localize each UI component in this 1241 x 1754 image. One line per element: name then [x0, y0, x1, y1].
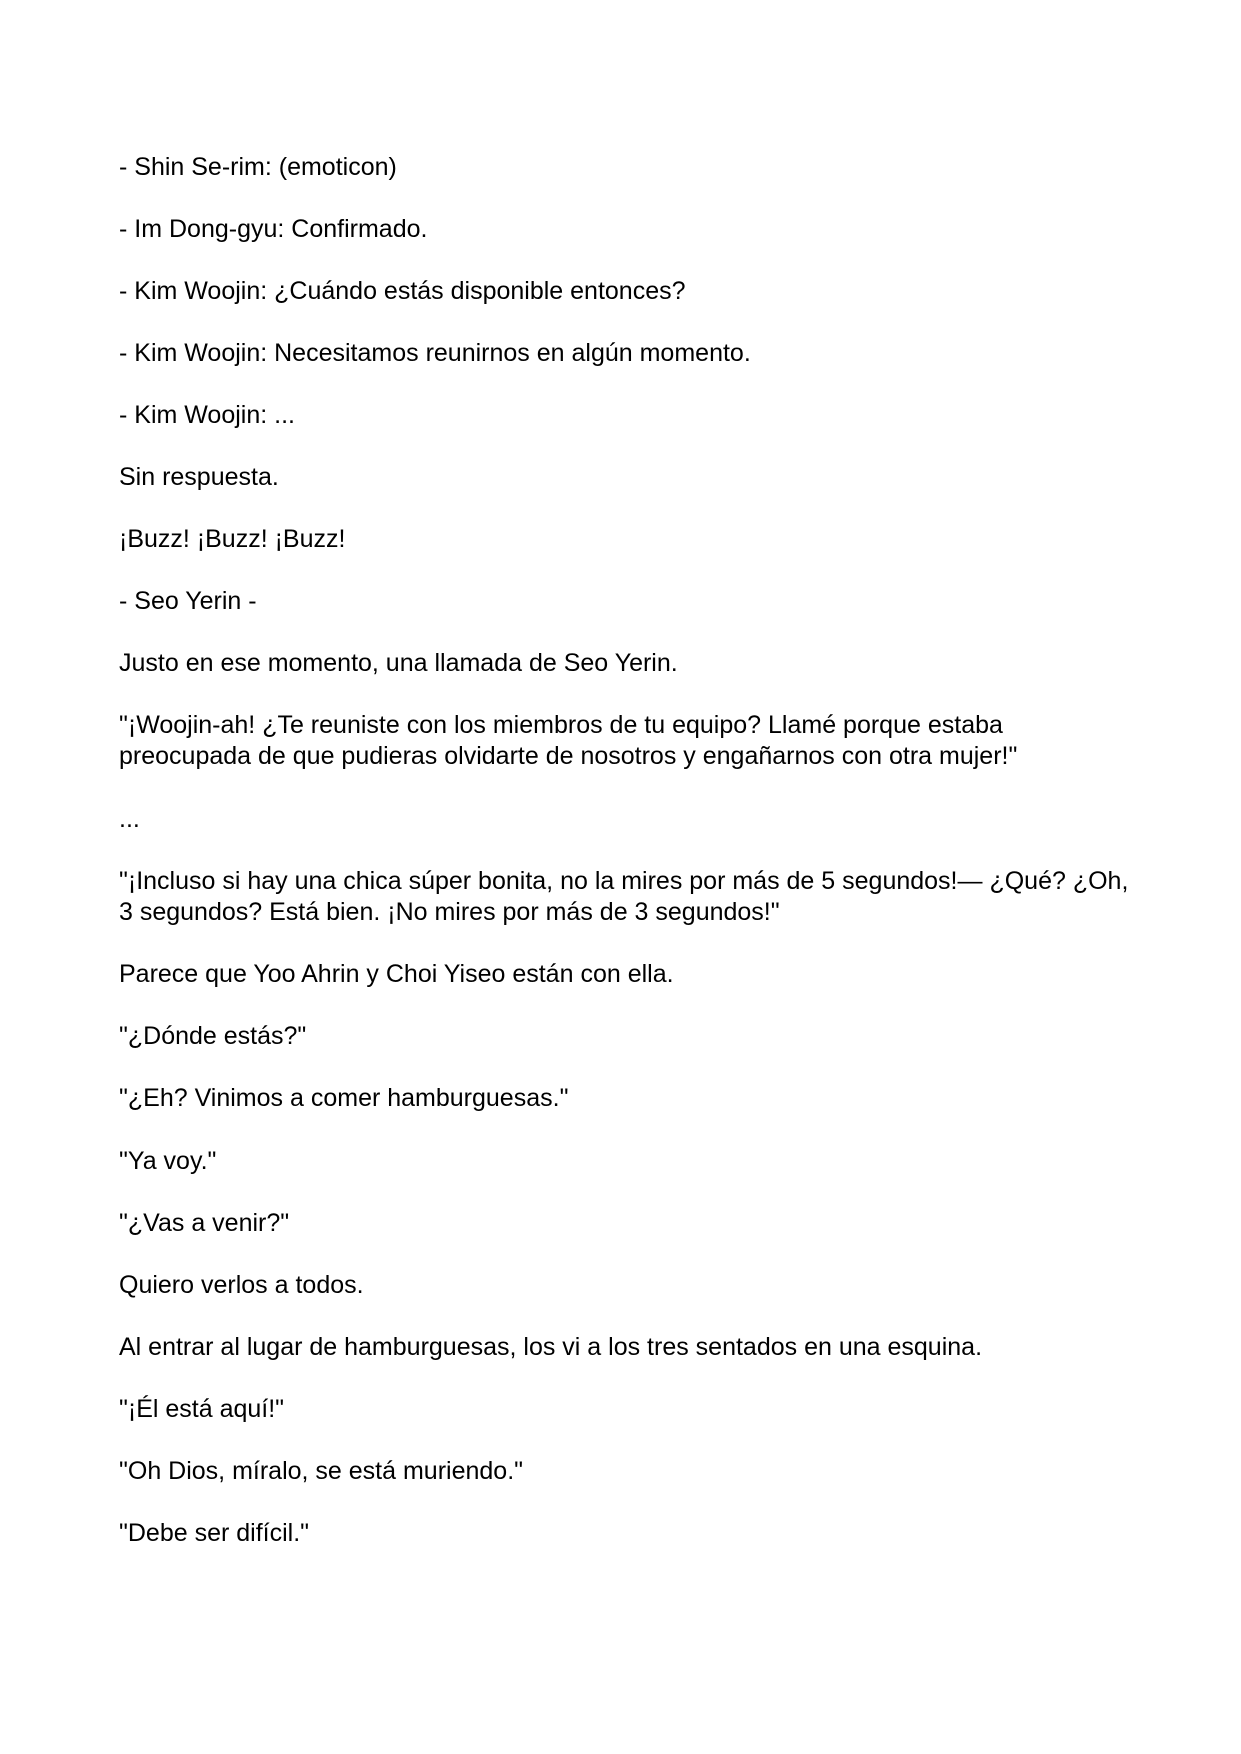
paragraph: Sin respuesta. — [119, 463, 279, 491]
paragraph: ... — [119, 805, 140, 833]
paragraph: "¿Dónde estás?" — [119, 1022, 307, 1050]
paragraph: ¡Buzz! ¡Buzz! ¡Buzz! — [119, 525, 346, 553]
paragraph: - Kim Woojin: ... — [119, 401, 295, 429]
paragraph: "¿Eh? Vinimos a comer hamburguesas." — [119, 1084, 569, 1112]
paragraph: - Seo Yerin - — [119, 587, 257, 615]
paragraph: "Debe ser difícil." — [119, 1519, 310, 1547]
paragraph: "¿Vas a venir?" — [119, 1209, 290, 1237]
paragraph: Al entrar al lugar de hamburguesas, los vi a los tres sentados en una esquina. — [119, 1333, 983, 1361]
paragraph: "¡Él está aquí!" — [119, 1395, 285, 1423]
paragraph: - Kim Woojin: ¿Cuándo estás disponible entonces? — [119, 277, 686, 305]
paragraph: "Oh Dios, míralo, se está muriendo." — [119, 1457, 524, 1485]
paragraph: - Kim Woojin: Necesitamos reunirnos en algún momento. — [119, 339, 751, 367]
paragraph: Parece que Yoo Ahrin y Choi Yiseo están con ella. — [119, 960, 674, 988]
paragraph: "¡Incluso si hay una chica súper bonita, no la mires por más de 5 segundos!— ¿Qué? ¿Oh, 3 segundos? Está bien. ¡No mires por más de 3 segundos!" — [119, 867, 1129, 926]
paragraph: - Im Dong-gyu: Confirmado. — [119, 215, 428, 243]
paragraph: Justo en ese momento, una llamada de Seo Yerin. — [119, 649, 678, 677]
paragraph: "¡Woojin-ah! ¿Te reuniste con los miembros de tu equipo? Llamé porque estaba preocupada de que pudieras olvidarte de nosotros y engañarnos con otra mujer!" — [119, 711, 1018, 770]
paragraph: - Shin Se-rim: (emoticon) — [119, 153, 397, 181]
paragraph: "Ya voy." — [119, 1147, 217, 1175]
paragraph: Quiero verlos a todos. — [119, 1271, 364, 1299]
